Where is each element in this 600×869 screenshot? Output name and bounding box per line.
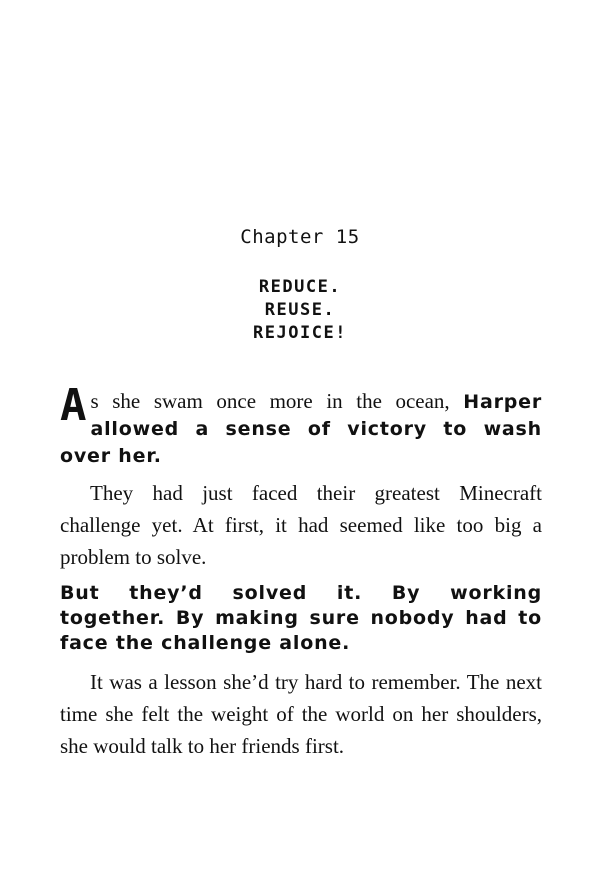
paragraph-text: s she swam once more in the ocean, xyxy=(90,389,464,413)
paragraph-emphasis: But they’d solved it. By working together. By making sure nobody had to face the challenge alone. xyxy=(60,582,542,654)
chapter-title xyxy=(0,276,600,345)
paragraph: It was a lesson she’d try hard to remember. The next time she felt the weight of the world on her shoulders, she would talk to her friends first. xyxy=(60,670,542,758)
chapter-number: Chapter 15 xyxy=(240,226,360,248)
chapter-title-line: REJOICE! xyxy=(253,323,347,343)
chapter-title-line: REUSE. xyxy=(264,300,336,320)
drop-cap: A xyxy=(60,380,87,431)
chapter-title-line: REDUCE. xyxy=(258,277,342,297)
paragraph-opening xyxy=(60,380,542,469)
chapter-body xyxy=(60,380,542,770)
paragraph: They had just faced their greatest Minecraft challenge yet. At first, it had seemed like too big a problem to solve. xyxy=(60,481,542,569)
paragraph-bold-text: Harper allowed a sense of victory to wash over her. xyxy=(60,391,542,467)
